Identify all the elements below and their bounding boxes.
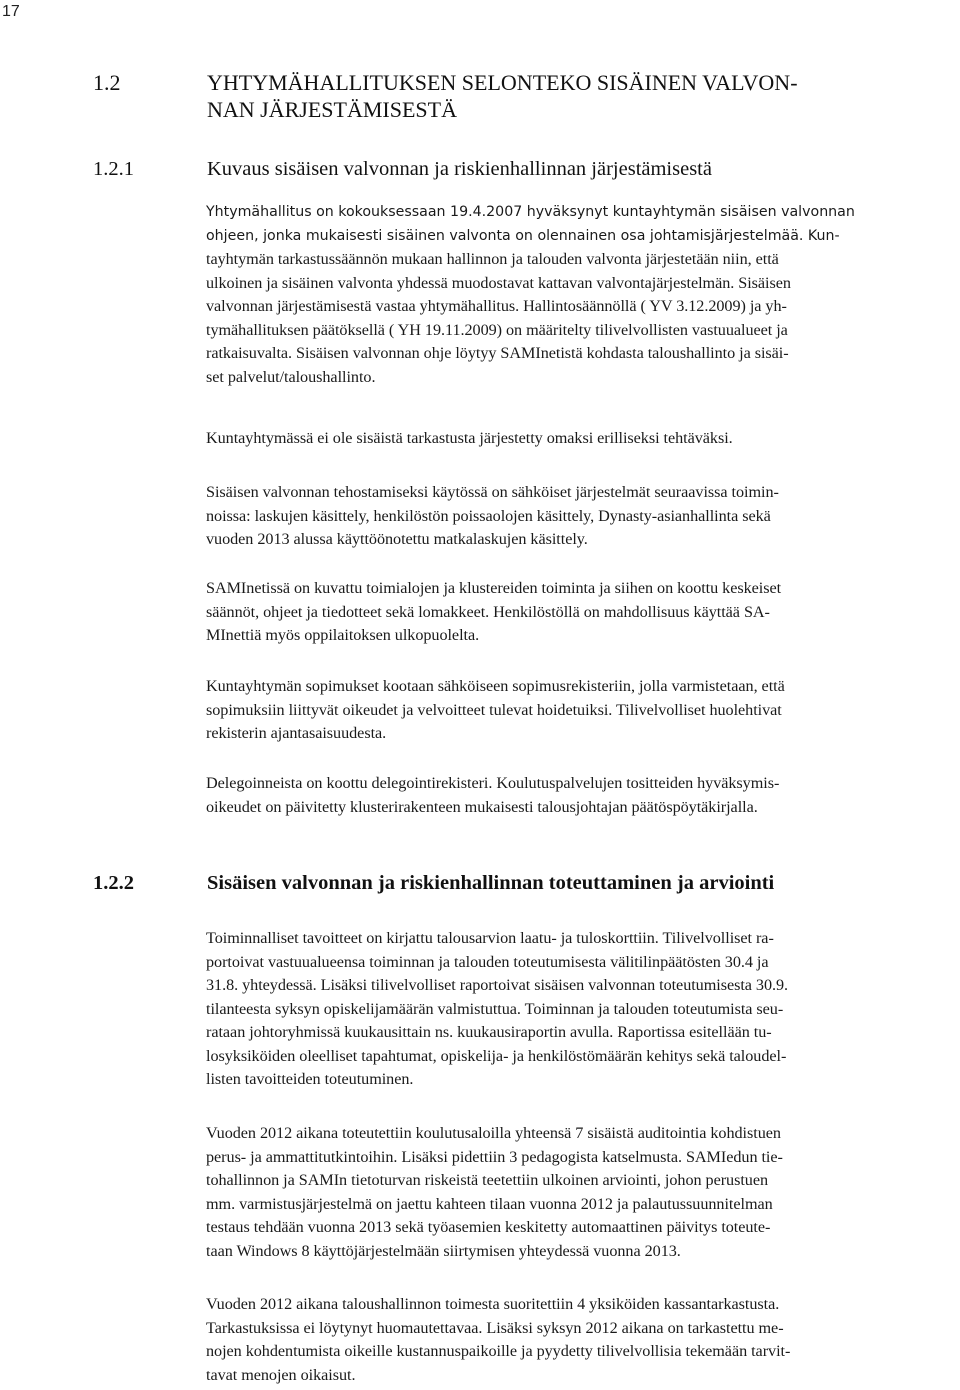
subsection-number: 1.2.2: [93, 872, 134, 894]
subsection-heading-1-2-1: [93, 156, 837, 182]
paragraph: [206, 675, 958, 746]
section-number: 1.2: [93, 70, 121, 95]
paragraph-line: Vuoden 2012 aikana taloushallinnon toimesta suoritettiin 4 yksiköiden kassantarkastusta.: [206, 1295, 780, 1313]
subsection-heading-1-2-2: [93, 870, 907, 896]
paragraph-line: Yhtymähallitus on kokouksessaan 19.4.2007 hyväksynyt kuntayhtymän sisäisen valvonnan: [206, 204, 855, 220]
paragraph-line: Delegoinneista on koottu delegointirekisteri. Koulutuspalvelujen tositteiden hyväksymis-: [206, 774, 780, 792]
paragraph: [206, 772, 958, 819]
paragraph: [206, 481, 958, 552]
paragraph-line: tymähallituksen päätöksellä ( YH 19.11.2009) on määritelty tilivelvollisten vastuualueet ja: [206, 320, 788, 339]
paragraph-line: portoivat vastuualueensa toiminnan ja talouden toteutumisesta välitilinpäätösten 30.4 ja: [206, 952, 769, 971]
paragraph: [206, 927, 958, 1092]
paragraph-line: ulkoinen ja sisäinen valvonta yhdessä muodostavat kattavan valvontajärjestelmän. Sisäisen: [206, 273, 791, 292]
section-title: [207, 69, 837, 123]
paragraph-line: Kuntayhtymässä ei ole sisäistä tarkastusta järjestetty omaksi erilliseksi tehtäväksi.: [206, 429, 733, 447]
paragraph-line: rataan johtoryhmissä kuukausittain ns. kuukausiraportin avulla. Raportissa esitellään tu-: [206, 1023, 772, 1041]
paragraph-line: ratkaisuvalta. Sisäisen valvonnan ohje löytyy SAMInetistä kohdasta taloushallinto ja sisäi-: [206, 344, 789, 362]
paragraph-line: rekisterin ajantasaisuudesta.: [206, 724, 387, 742]
subsection-title: Sisäisen valvonnan ja riskienhallinnan toteuttaminen ja arviointi: [207, 872, 775, 894]
paragraph-line: Kuntayhtymän sopimukset kootaan sähköiseen sopimusrekisteriin, jolla varmistetaan, että: [206, 677, 785, 695]
section-title-line: YHTYMÄHALLITUKSEN SELONTEKO SISÄINEN VALVON-: [207, 70, 798, 95]
subsection-title: Kuvaus sisäisen valvonnan ja riskienhallinnan järjestämisestä: [207, 158, 712, 180]
paragraph-line: tohallinnon ja SAMIn tietoturvan riskeistä teetettiin ulkoinen arviointi, johon perustuen: [206, 1171, 769, 1189]
paragraph-line: 31.8. yhteydessä. Lisäksi tilivelvolliset raportoivat sisäisen valvonnan toteutumisesta 30.9.: [206, 976, 789, 994]
paragraph-line: testaus tehdään vuonna 2013 sekä työasemien keskitetty automaattinen päivitys toteute-: [206, 1218, 771, 1236]
paragraph-line: nojen kohdentumista oikeille kustannuspaikoille ja pyydetty tilivelvollisia tekemään tarvit-: [206, 1342, 791, 1360]
paragraph-line: Toiminnalliset tavoitteet on kirjattu talousarvion laatu- ja tuloskorttiin. Tilivelvolliset ra-: [206, 929, 774, 947]
paragraph-line: taan Windows 8 käyttöjärjestelmään siirtymisen yhteydessä vuonna 2013.: [206, 1241, 681, 1260]
paragraph-line: Sisäisen valvonnan tehostamiseksi käytössä on sähköiset järjestelmät seuraavissa toimin-: [206, 483, 779, 501]
subsection-number: 1.2.1: [93, 158, 134, 180]
paragraph-line: perus- ja ammattitutkintoihin. Lisäksi pidettiin 3 pedagogista katselmusta. SAMIedun tie-: [206, 1147, 783, 1166]
paragraph-line: set palvelut/taloushallinto.: [206, 367, 376, 386]
paragraph: [206, 1122, 958, 1263]
paragraph-line: SAMInetissä on kuvattu toimialojen ja klustereiden toiminta ja siihen on koottu keskeiset: [206, 579, 782, 597]
paragraph-line: vuoden 2013 alussa käyttöönotettu matkalaskujen käsittely.: [206, 530, 588, 548]
paragraph-line: listen tavoitteiden toteutuminen.: [206, 1070, 414, 1088]
paragraph-line: noissa: laskujen käsittely, henkilöstön poissaolojen käsittely, Dynasty-asianhallinta sekä: [206, 506, 771, 525]
paragraph-line: säännöt, ohjeet ja tiedotteet sekä lomakkeet. Henkilöstöllä on mahdollisuus käyttää SA-: [206, 602, 770, 621]
paragraph-line: tilanteesta syksyn opiskelijamäärän valmistuttua. Toiminnan ja talouden toteutumista seu-: [206, 999, 784, 1018]
paragraph: [206, 427, 958, 451]
paragraph-line: tavat menojen oikaisut.: [206, 1365, 356, 1384]
paragraph-line: Vuoden 2012 aikana toteutettiin koulutusaloilla yhteensä 7 sisäistä auditointia kohdistuen: [206, 1124, 781, 1142]
paragraph-line: losyksiköiden oleelliset tapahtumat, opiskelija- ja henkilöstömäärän kehitys sekä taloudel-: [206, 1046, 787, 1065]
paragraph-line: Tarkastuksissa ei löytynyt huomautettavaa. Lisäksi syksyn 2012 aikana on tarkastettu me-: [206, 1318, 784, 1337]
paragraph-line: MInettiä myös oppilaitoksen ulkopuolelta.: [206, 626, 480, 644]
paragraph: [206, 577, 958, 648]
paragraph: [206, 201, 958, 389]
paragraph-line: mm. varmistusjärjestelmä on jaettu kahteen tilaan vuonna 2012 ja palautussuunnitelman: [206, 1194, 773, 1213]
paragraph-line: sopimuksiin liittyvät oikeudet ja velvoitteet tulevat hoidetuiksi. Tilivelvolliset huolehtivat: [206, 700, 782, 719]
paragraph-line: valvonnan järjestämisestä vastaa yhtymähallitus. Hallintosäännöllä ( YV 3.12.2009) ja yh-: [206, 297, 787, 315]
section-heading-1-2: [93, 69, 837, 123]
section-title-line: NAN JÄRJESTÄMISESTÄ: [207, 97, 457, 122]
paragraph: [206, 1293, 958, 1387]
page-number: 17: [2, 3, 20, 20]
paragraph-line: oikeudet on päivitetty klusterirakenteen mukaisesti talousjohtajan päätöspöytäkirjalla.: [206, 797, 758, 816]
paragraph-line: ohjeen, jonka mukaisesti sisäinen valvonta on olennainen osa johtamisjärjestelmää. Kun-: [206, 227, 840, 244]
paragraph-line: tayhtymän tarkastussäännön mukaan hallinnon ja talouden valvonta järjestetään niin, että: [206, 250, 779, 268]
